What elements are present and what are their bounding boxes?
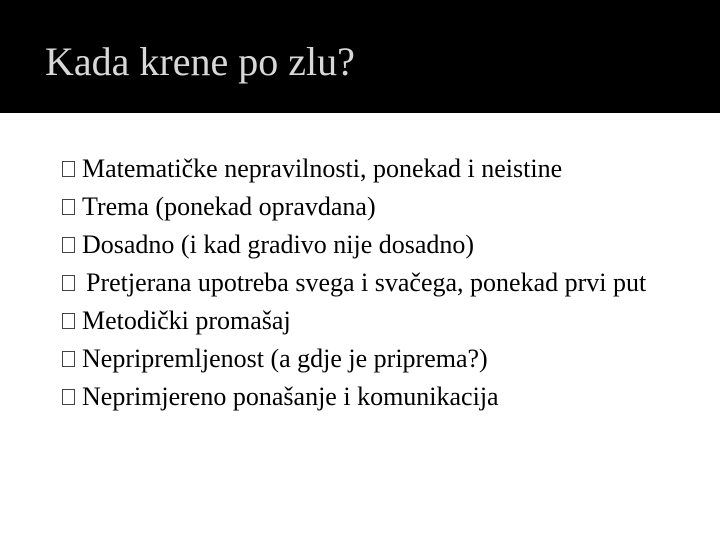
- bullet-text: Matematičke nepravilnosti, ponekad i neistine: [82, 154, 563, 183]
- square-bullet-icon: [62, 275, 75, 291]
- bullet-text: Dosadno (i kad gradivo nije dosadno): [82, 230, 475, 259]
- bullet-text: Trema (ponekad opravdana): [82, 192, 376, 221]
- bullet-list: [62, 150, 702, 416]
- bullet-text: Nepripremljenost (a gdje je priprema?): [82, 344, 488, 373]
- bullet-item: [62, 226, 702, 264]
- square-bullet-icon: [62, 161, 75, 177]
- bullet-item: [62, 340, 702, 378]
- bullet-item: [62, 264, 682, 302]
- square-bullet-icon: [62, 351, 75, 367]
- bullet-text: Pretjerana upotreba svega i svačega, ponekad prvi put: [86, 268, 647, 297]
- bullet-text: Neprimjereno ponašanje i komunikacija: [82, 382, 499, 411]
- bullet-item: [62, 378, 702, 416]
- bullet-item: [62, 188, 702, 226]
- bullet-item: [62, 150, 702, 188]
- bullet-item: [62, 302, 702, 340]
- square-bullet-icon: [62, 237, 75, 253]
- title-bar: [0, 0, 720, 113]
- bullet-text: Metodički promašaj: [82, 306, 291, 335]
- slide-title: Kada krene po zlu?: [45, 39, 355, 84]
- square-bullet-icon: [62, 199, 75, 215]
- square-bullet-icon: [62, 313, 75, 329]
- square-bullet-icon: [62, 389, 75, 405]
